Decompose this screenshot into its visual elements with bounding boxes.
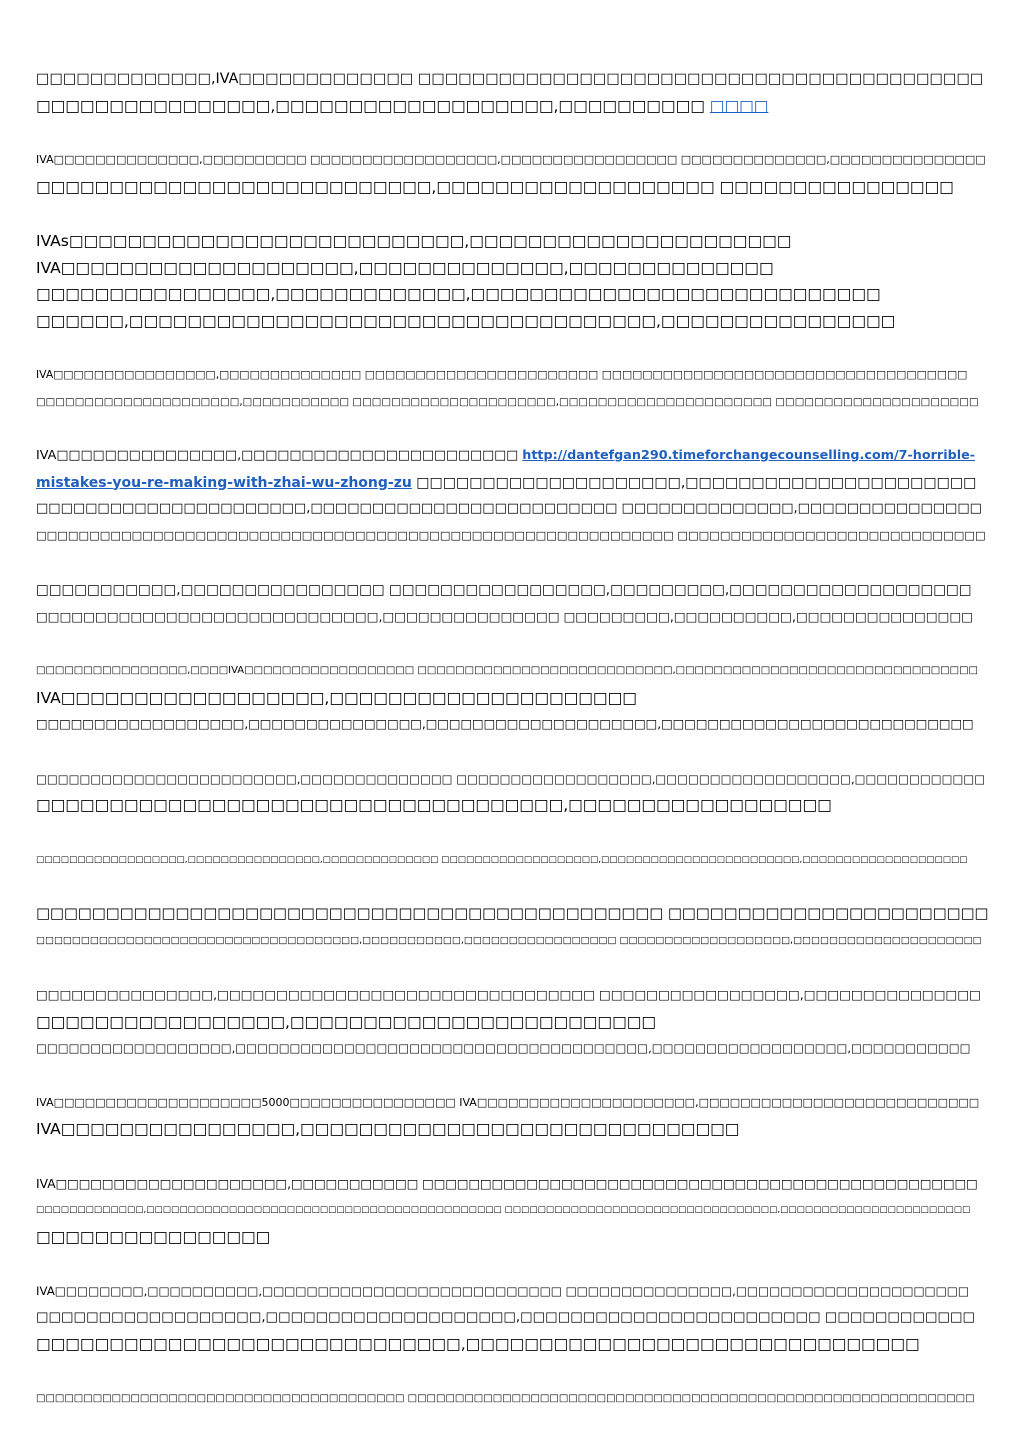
text-line	[36, 66, 988, 93]
line-text: □□□□□□□□□□□□□□□□□□□□□□□□□□□□□,□□□□□□□□□□□□□□□ □□□□□□□□□,□□□□□□□□□□,□□□□□□□□□□□□□□□	[36, 608, 974, 624]
line-text: IVA□□□□□□□□□□□□□□,□□□□□□□□□□ □□□□□□□□□□□□□□□□□□,□□□□□□□□□□□□□□□□□ □□□□□□□□□□□□□□,□□□□□□□□□□□□□□□	[36, 153, 986, 166]
text-line	[36, 577, 988, 604]
line-text: □□□□□□□□□□□□□□□□,□□□□□□□□□□□□□□□□□□□,□□□□□□□□□□	[36, 96, 710, 115]
text-line	[36, 389, 988, 416]
line-text-after-link: □□□□□□□□□□□□□□□□□□□□,□□□□□□□□□□□□□□□□□□□□□□	[411, 474, 977, 491]
paragraph	[36, 901, 988, 954]
line-text: □□□□□□□□□□□□□□□□□□□□□,□□□□□□□□□□□ □□□□□□□□□□□□□□□□□□□□□,□□□□□□□□□□□□□□□□□□□□□□ □□□□□□□□□□□□□□□□□□□□□	[36, 395, 979, 408]
text-line	[36, 1090, 988, 1117]
text-line	[36, 711, 988, 738]
line-text: □□□□□□□□□□□□□□□□□□,□□□□□□□□□□□□□□□□,□□□□□□□□□□□□□□ □□□□□□□□□□□□□□□□□□□,□□□□□□□□□□□□□□□□□□□□□□□□,□□□□□□□□□□□□□□□□□□□□	[36, 854, 968, 865]
line-text: □□□□□□□□□□□□□□□□□□□□□□□□□□□□□□□□□□□□□□□□□□□□□□□□□□□□□□□□□□□□ □□□□□□□□□□□□□□□□□□□□□□□□□□□□□	[36, 528, 986, 542]
line-text: □□□□□□□□□□□□□□□□□□□□□□,□□□□□□□□□□□□□□□□□□□□□□□□□ □□□□□□□□□□□□□□,□□□□□□□□□□□□□□□	[36, 501, 982, 516]
paragraph	[36, 1090, 988, 1143]
line-text: □□□□□□□□□□□□□□□□□□□□□□□□□□□□□□□□□□□□,□□□□□□□□□□□□□□□□□□	[36, 796, 832, 814]
text-line	[36, 901, 988, 928]
text-line	[36, 281, 988, 308]
paragraph	[36, 982, 988, 1062]
paragraph	[36, 147, 988, 200]
line-text: □□□□□□□□□□□□□□□□□□□□□□□□□□□□□□□□□□□□,□□□□□□□□□□□,□□□□□□□□□□□□□□□□□ □□□□□□□□□□□□□□□□□□□,□□□□□□□□□□□□□□□□□□□□□	[36, 934, 982, 946]
text-line	[36, 523, 988, 550]
text-line	[36, 1197, 988, 1224]
text-line	[36, 1035, 988, 1062]
text-line	[36, 496, 988, 523]
paragraph	[36, 847, 988, 874]
hyperlink[interactable]: http://dantefgan290.timeforchangecounselling.com/7-horrible-	[522, 448, 976, 463]
line-text: □□□□□□□□□□□□□□□□□□□□□□□□□□□,□□□□□□□□□□□□□□□□□□□ □□□□□□□□□□□□□□□□	[36, 177, 954, 196]
text-line	[36, 928, 988, 955]
text-line	[36, 1009, 988, 1036]
hyperlink[interactable]: mistakes-you-re-making-with-zhai-wu-zhong-zu	[36, 474, 412, 491]
line-text: □□□□□□□□□□□□□□□□,□□□□□□□□□□□□□,□□□□□□□□□□□□□□□□□□□□□□□□□□□□	[36, 285, 881, 303]
line-text: □□□□□□□□□□□□□□□□□,□□□□□□□□□□□□□□□□□□□□□□□□□	[36, 1012, 657, 1031]
text-line	[36, 255, 988, 282]
line-text: □□□□□□□□□□□□□□□,□□□□□□□□□□□□□□□□□□□□□□□□□□□□□□□□ □□□□□□□□□□□□□□□□□,□□□□□□□□□□□□□□□	[36, 987, 981, 1002]
text-line	[36, 147, 988, 174]
text-line	[36, 1305, 988, 1332]
document-body	[36, 66, 988, 1412]
text-line	[36, 308, 988, 335]
line-text: □□□□□□□□□□□□□□□□□□,□□□□□□□□□□□□□□□□□□□□,□□□□□□□□□□□□□□□□□□□□□□□□ □□□□□□□□□□□□	[36, 1309, 976, 1325]
line-text: IVA□□□□□□□□□□□□□□□□□□□□,□□□□□□□□□□□□□□,□□□□□□□□□□□□□□	[36, 258, 774, 277]
line-text: IVA□□□□□□□□□□□□□□□□,□□□□□□□□□□□□□□□□□□□□□□□□□□□□□□	[36, 1120, 740, 1138]
text-line	[36, 766, 988, 793]
paragraph	[36, 1386, 988, 1413]
line-text: IVA□□□□□□□□□□□□□□□□,□□□□□□□□□□□□□□ □□□□□□□□□□□□□□□□□□□□□□□ □□□□□□□□□□□□□□□□□□□□□□□□□□□□□□□□□□□□	[36, 368, 968, 381]
paragraph	[36, 658, 988, 738]
line-text: □□□□□□□□□□□□□□□□□□,□□□□□□□□□□□□□□□,□□□□□□□□□□□□□□□□□□□□,□□□□□□□□□□□□□□□□□□□□□□□□□□□	[36, 717, 974, 731]
paragraph	[36, 362, 988, 415]
line-text: □□□□□□□□□□□□□□□□□□□□□□□□,□□□□□□□□□□□□□□ □□□□□□□□□□□□□□□□□□,□□□□□□□□□□□□□□□□□□,□□□□□□□□□□□□	[36, 771, 986, 786]
text-line	[36, 174, 988, 201]
line-text: □□□□□□□□□□□□□□□□,□□□□IVA□□□□□□□□□□□□□□□□□□ □□□□□□□□□□□□□□□□□□□□□□□□□□□,□□□□□□□□□□□□□□□□□□□□□□□□□□□□□□□□	[36, 665, 979, 676]
text-line	[36, 1278, 988, 1305]
paragraph	[36, 766, 988, 819]
text-line	[36, 604, 988, 631]
text-line	[36, 1224, 988, 1251]
paragraph	[36, 66, 988, 119]
paragraph	[36, 228, 988, 334]
text-line	[36, 362, 988, 389]
line-text: IVA□□□□□□□□□□□□□□□,□□□□□□□□□□□□□□□□□□□□□□□	[36, 448, 523, 463]
text-line	[36, 1171, 988, 1198]
line-text: □□□□□□□□□□□□□,□□□□□□□□□□□□□□□□□□□□□□□□□□□□□□□□□□□□□□□□□□□ □□□□□□□□□□□□□□□□□□□□□□□□□□□□□□□□□,□□□□□□□□□□□□□□□□□□□□□□□	[36, 1205, 971, 1215]
text-line	[36, 685, 988, 712]
text-line	[36, 1116, 988, 1143]
line-text: □□□□□□□□□□□□□,IVA□□□□□□□□□□□□□ □□□□□□□□□□□□□□□□□□□□□□□□□□□□□□□□□□□□□□□□□□	[36, 71, 984, 87]
text-line	[36, 658, 988, 685]
line-text: IVA□□□□□□□□,□□□□□□□□□□,□□□□□□□□□□□□□□□□□□□□□□□□□□□ □□□□□□□□□□□□□□□,□□□□□□□□□□□□□□□□□□□□□	[36, 1284, 969, 1298]
line-text: IVAs□□□□□□□□□□□□□□□□□□□□□□□□□□□,□□□□□□□□□□□□□□□□□□□□□□	[36, 232, 792, 250]
text-line	[36, 443, 988, 470]
line-text: □□□□□□□□□□□□□□□□□□□□□□□□□□□□□□□□□□□□□□□□□□□□□ □□□□□□□□□□□□□□□□□□□□□□□	[36, 905, 989, 922]
paragraph	[36, 1278, 988, 1358]
paragraph	[36, 1171, 988, 1251]
paragraph	[36, 443, 988, 549]
text-line	[36, 1331, 988, 1358]
text-line	[36, 228, 988, 255]
line-text: IVA□□□□□□□□□□□□□□□□□□□□,□□□□□□□□□□□ □□□□□□□□□□□□□□□□□□□□□□□□□□□□□□□□□□□□□□□□□□□□□□□□	[36, 1176, 978, 1191]
line-text: □□□□□□□□□□□,□□□□□□□□□□□□□□□□ □□□□□□□□□□□□□□□□□,□□□□□□□□□,□□□□□□□□□□□□□□□□□□□	[36, 582, 972, 598]
line-text: □□□□□□□□□□□□□□□□□□□□□□□□□□□□□,□□□□□□□□□□□□□□□□□□□□□□□□□□□□□□□	[36, 1335, 920, 1353]
line-text: □□□□□□□□□□□□□□□□□□,□□□□□□□□□□□□□□□□□□□□□□□□□□□□□□□□□□□□□□,□□□□□□□□□□□□□□□□□□,□□□□□□□□□□□	[36, 1041, 971, 1055]
line-text: □□□□□□,□□□□□□□□□□□□□□□□□□□□□□□□□□□□□□□□□□□□,□□□□□□□□□□□□□□□□	[36, 311, 896, 330]
text-line	[36, 982, 988, 1009]
text-line	[36, 792, 988, 819]
line-text: IVA□□□□□□□□□□□□□□□□□□,□□□□□□□□□□□□□□□□□□□□□	[36, 688, 637, 707]
text-line	[36, 847, 988, 874]
text-line	[36, 1386, 988, 1413]
hyperlink[interactable]: □□□□	[709, 96, 769, 115]
line-text: □□□□□□□□□□□□□□□□	[36, 1227, 271, 1246]
line-text: □□□□□□□□□□□□□□□□□□□□□□□□□□□□□□□□□□□□□□□ □□□□□□□□□□□□□□□□□□□□□□□□□□□□□□□□□□□□□□□□□□□□□□□□□□□□□□□□□□□□	[36, 1392, 975, 1404]
text-line	[36, 470, 988, 497]
line-text: IVA□□□□□□□□□□□□□□□□□□□□5000□□□□□□□□□□□□□□□□ IVA□□□□□□□□□□□□□□□□□□□□□,□□□□□□□□□□□□□□□□□□□□□□□□□□□	[36, 1095, 980, 1109]
text-line	[36, 93, 988, 120]
paragraph	[36, 577, 988, 630]
